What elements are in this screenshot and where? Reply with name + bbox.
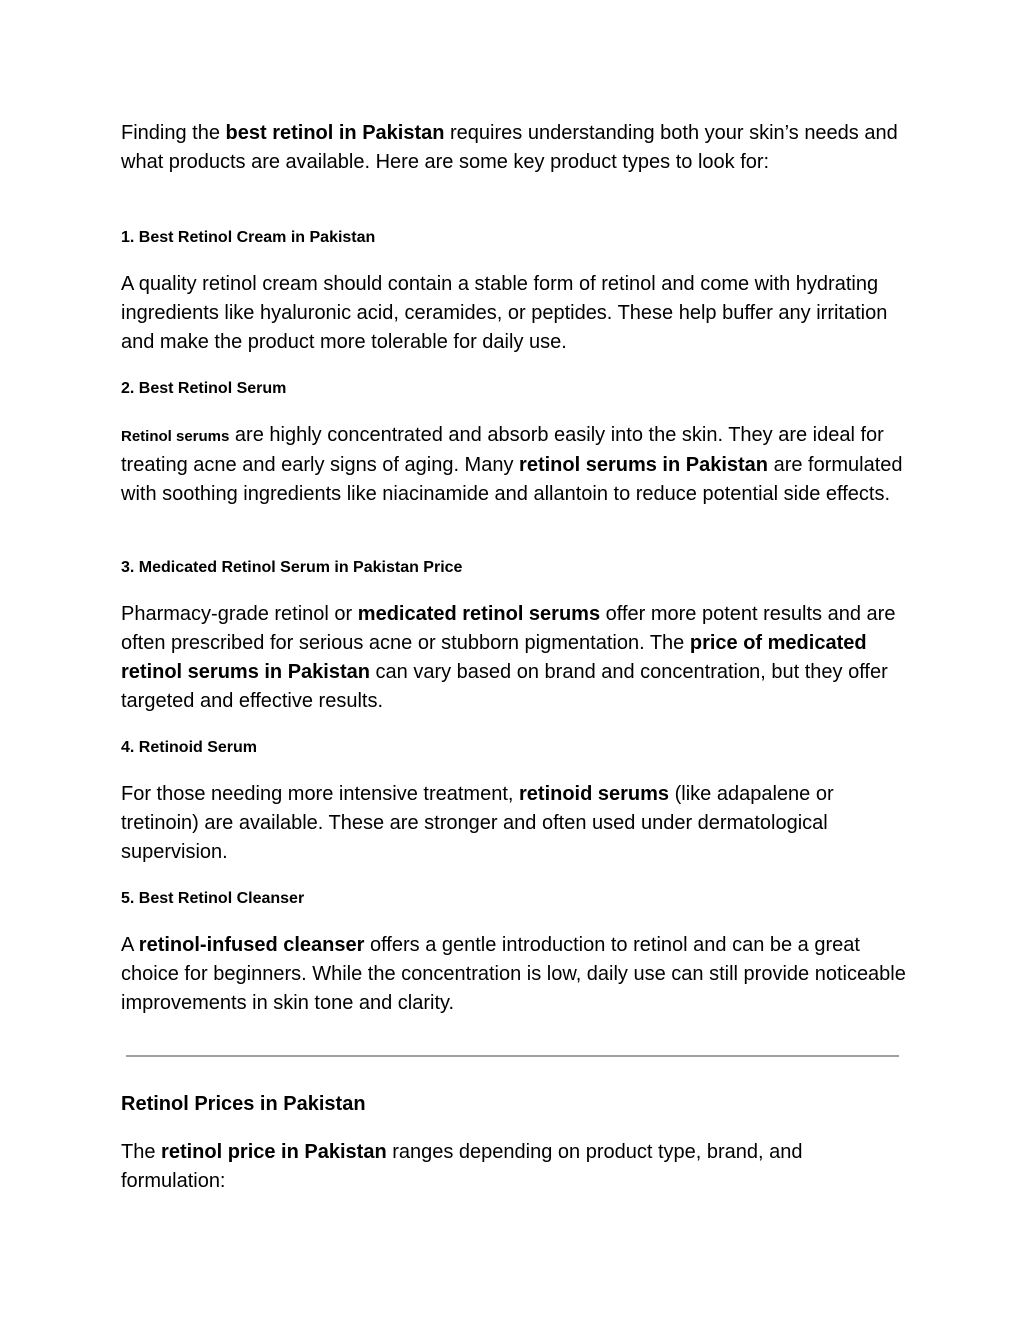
section-5-text-1: A — [121, 934, 139, 956]
section-1-heading: 1. Best Retinol Cream in Pakistan — [121, 229, 376, 246]
prices-bold-1: retinol price in Pakistan — [161, 1141, 387, 1163]
section-5-heading: 5. Best Retinol Cleanser — [121, 890, 305, 907]
section-1-paragraph: A quality retinol cream should contain a stable form of retinol and come with hydrating ingredients like hyaluronic acid, ceramides, or peptides. These help buffer any irritation and make the product more tolerable for daily use. — [121, 273, 888, 353]
section-3-text-3: can vary based on brand and concentration, but they offer targeted and effective results. — [121, 661, 888, 712]
section-5-text-2: offers a gentle introduction to retinol and can be a great choice for beginners. While the concentration is low, daily use can still provide noticeable improvements in skin tone and clarity. — [121, 934, 906, 1014]
section-2-text-1: are highly concentrated and absorb easily into the skin. They are ideal for treating acne and early signs of aging. Many — [121, 424, 884, 476]
prices-heading: Retinol Prices in Pakistan — [121, 1093, 366, 1115]
intro-text-2: requires understanding both your skin’s needs and what products are available. Here are some key product types to look for: — [121, 122, 898, 173]
prices-paragraph — [121, 1138, 906, 1196]
section-4-text-2: (like adapalene or tretinoin) are available. These are stronger and often used under dermatological supervision. — [121, 783, 834, 863]
intro-paragraph — [121, 119, 906, 177]
section-4-heading: 4. Retinoid Serum — [121, 739, 258, 756]
section-3-paragraph — [121, 600, 906, 716]
section-3-text-2: offer more potent results and are often prescribed for serious acne or stubborn pigmentation. The — [121, 603, 896, 654]
intro-text-1: Finding the — [121, 122, 226, 144]
section-4-bold-1: retinoid serums — [519, 783, 670, 805]
intro-bold-1: best retinol in Pakistan — [225, 122, 445, 144]
section-2-paragraph — [121, 421, 906, 509]
section-3-heading: 3. Medicated Retinol Serum in Pakistan Price — [121, 559, 463, 576]
section-2-lead-bold: Retinol serums — [121, 428, 230, 445]
horizontal-divider — [126, 1055, 899, 1057]
prices-text-2: ranges depending on product type, brand, and formulation: — [121, 1141, 803, 1192]
prices-text-1: The — [121, 1141, 162, 1163]
section-2-text-2: are formulated with soothing ingredients like niacinamide and allantoin to reduce potential side effects. — [121, 454, 903, 505]
section-3-bold-1: medicated retinol serums — [357, 603, 601, 625]
section-4-text-1: For those needing more intensive treatment, — [121, 783, 519, 805]
section-2-bold-1: retinol serums in Pakistan — [519, 454, 769, 476]
section-5-paragraph — [121, 931, 906, 1018]
section-3-text-1: Pharmacy-grade retinol or — [121, 603, 358, 625]
section-4-paragraph — [121, 780, 906, 867]
section-3-bold-2: price of medicated retinol serums in Pakistan — [121, 632, 867, 683]
section-2-heading: 2. Best Retinol Serum — [121, 380, 287, 397]
section-5-bold-1: retinol-infused cleanser — [138, 934, 365, 956]
